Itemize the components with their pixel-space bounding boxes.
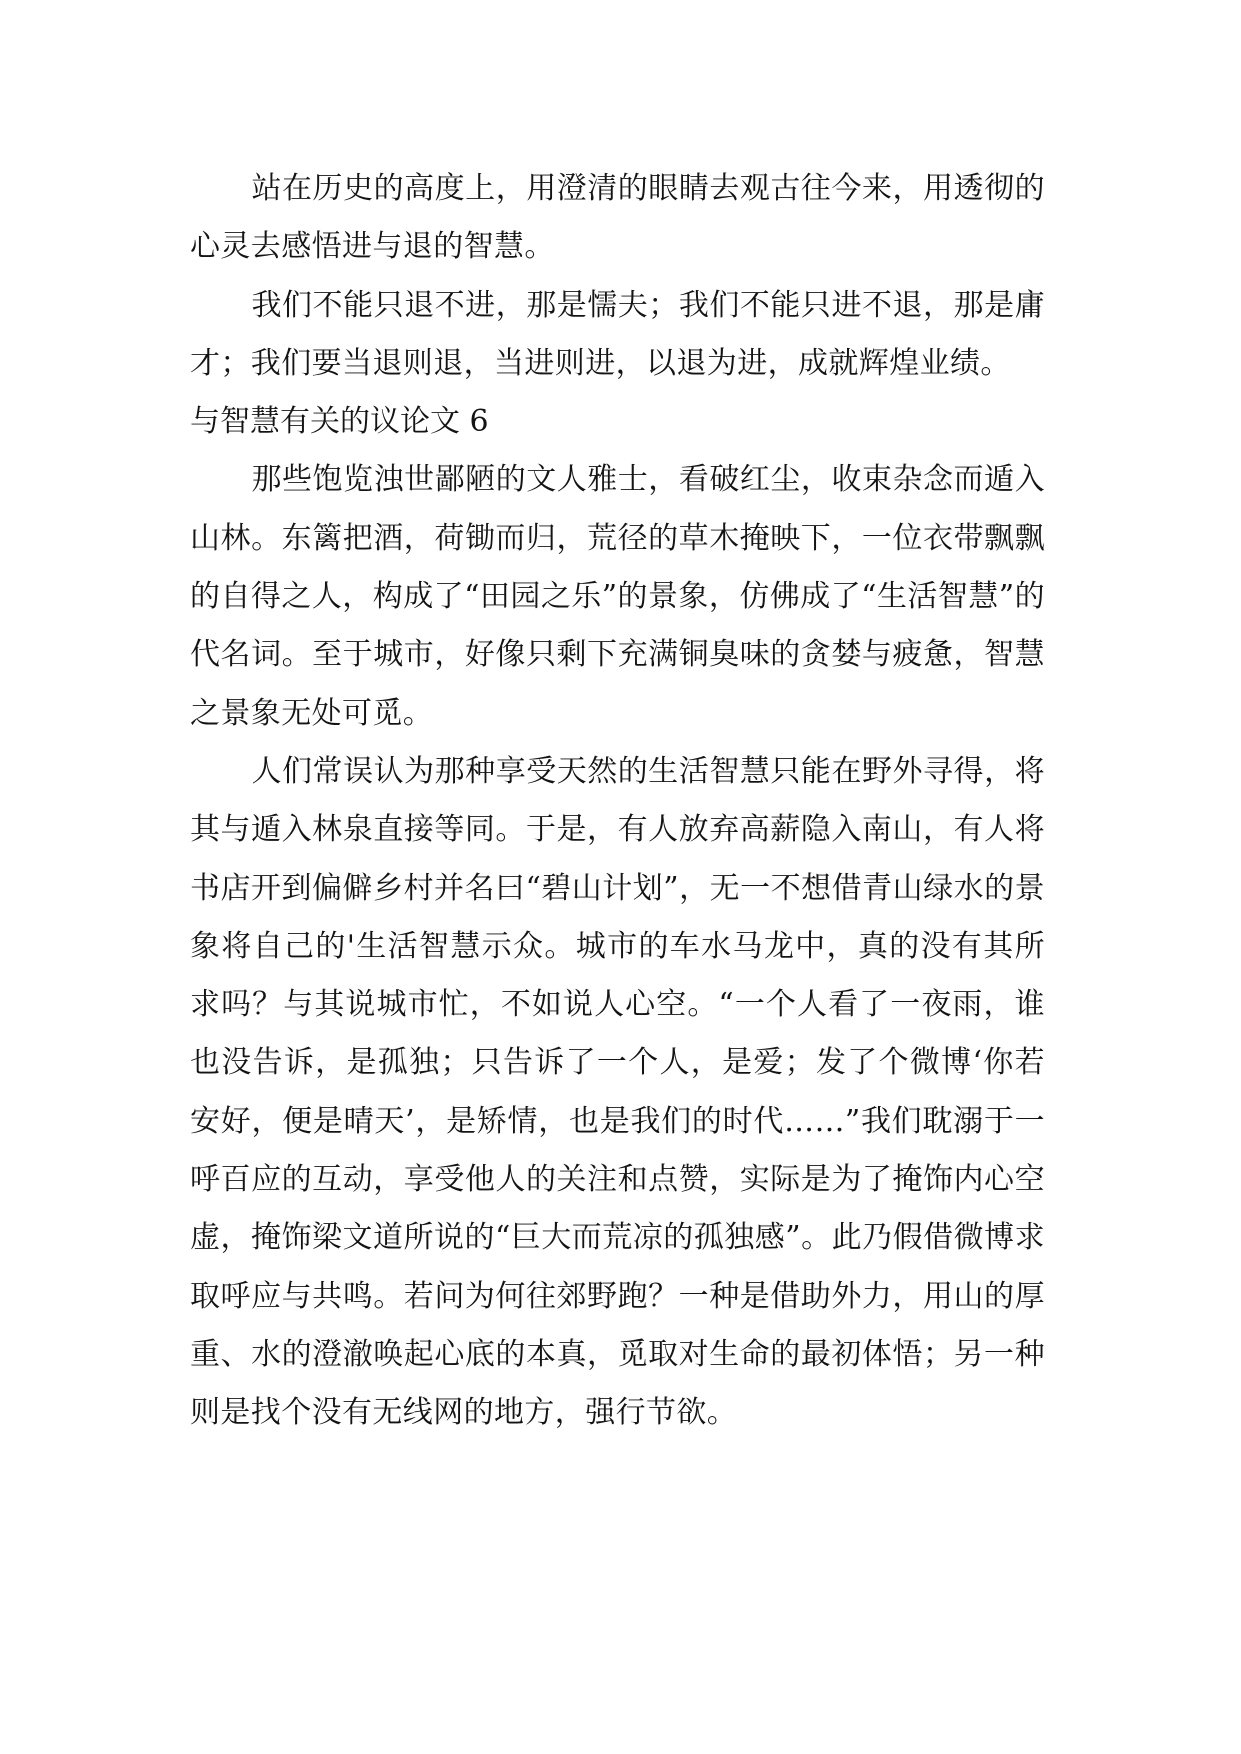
paragraph-advance-retreat: 我们不能只退不进，那是懦夫；我们不能只进不退，那是庸才；我们要当退则退，当进则进，以退为进，成就辉煌业绩。 <box>190 287 1045 381</box>
section-heading: 与智慧有关的议论文 6 <box>190 404 489 440</box>
paragraph-city-wisdom: 人们常误认为那种享受天然的生活智慧只能在野外寻得，将其与遁入林泉直接等同。于是，有人放弃高薪隐入南山，有人将书店开到偏僻乡村并名曰“碧山计划”，无一不想借青山绿水的景象将自己的'生活智慧示众。城市的车水马龙中，真的没有其所求吗？与其说城市忙，不如说人心空。“一个人看了一夜雨，谁也没告诉，是孤独；只告诉了一个人，是爱；发了个微博‘你若安好，便是晴天’，是矫情，也是我们的时代……”我们耽溺于一呼百应的互动，享受他人的关注和点赞，实际是为了掩饰内心空虚，掩饰梁文道所说的“巨大而荒凉的孤独感”。此乃假借微博求取呼应与共鸣。若问为何往郊野跑？一种是借助外力，用山的厚重、水的澄澈唤起心底的本真，觅取对生命的最初体悟；另一种则是找个没有无线网的地方，强行节欲。 <box>190 753 1045 1431</box>
paragraph-scholars-retreat: 那些饱览浊世鄙陋的文人雅士，看破红尘，收束杂念而遁入山林。东篱把酒，荷锄而归，荒径的草木掩映下，一位衣带飘飘的自得之人，构成了“田园之乐”的景象，仿佛成了“生活智慧”的代名词。至于城市，好像只剩下充满铜臭味的贪婪与疲惫，智慧之景象无处可觅。 <box>190 462 1045 731</box>
document-body <box>190 160 1045 1443</box>
paragraph-history-perspective: 站在历史的高度上，用澄清的眼睛去观古往今来，用透彻的心灵去感悟进与退的智慧。 <box>190 171 1045 265</box>
